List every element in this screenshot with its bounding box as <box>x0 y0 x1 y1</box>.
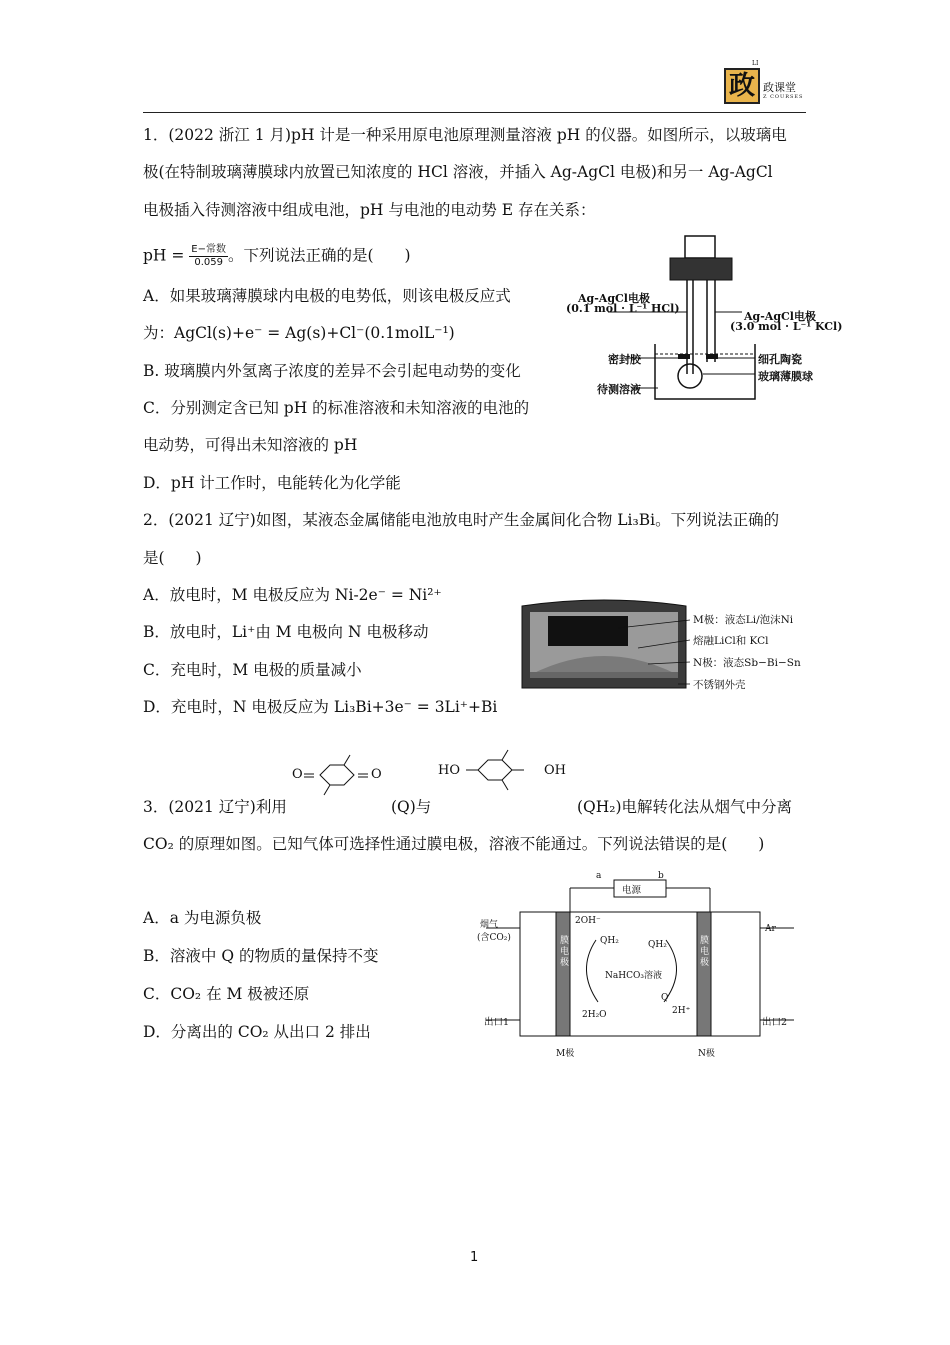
logo-name: 政课堂 <box>763 81 796 94</box>
hydroquinone-oh: OH <box>544 763 566 778</box>
h2o-label: 2H₂O <box>582 1010 607 1020</box>
q3-option-c: C．CO₂ 在 M 极被还原 <box>143 985 310 1003</box>
q1-line3: 电极插入待测溶液中组成电池，pH 与电池的电动势 E 存在关系： <box>143 201 596 219</box>
ph-right-electrode-label: Ag-AgCl电极 <box>744 310 816 323</box>
q1-formula <box>143 244 411 269</box>
formula-prefix: pH = <box>143 246 185 265</box>
q1-option-a2: 为：AgCl(s)+e⁻ = Ag(s)+Cl⁻(0.1molL⁻¹) <box>143 324 455 342</box>
ph-right-electrode-conc: (3.0 mol · L⁻¹ KCl) <box>730 320 843 333</box>
membrane-left-label: 膜电极 <box>560 936 570 968</box>
formula-denominator: 0.059 <box>194 257 223 268</box>
qh2-left-label: QH₂ <box>600 936 619 946</box>
q1-option-c2: 电动势，可得出未知溶液的 pH <box>143 436 358 454</box>
m-electrode-label: M极 <box>556 1049 575 1059</box>
ar-label: Ar <box>765 924 776 934</box>
ph-left-electrode-conc: (0.1 mol · L⁻¹ HCl) <box>566 302 680 315</box>
q3-option-b: B．溶液中 Q 的物质的量保持不变 <box>143 947 379 965</box>
formula-fraction <box>189 244 228 269</box>
membrane-right-label: 膜电极 <box>700 936 710 968</box>
ph-bulb-label: 玻璃薄膜球 <box>758 370 813 383</box>
power-label: 电源 <box>622 885 642 896</box>
ph-solution-label: 待测溶液 <box>597 383 641 396</box>
q1-option-a1: A．如果玻璃薄膜球内电极的电势低，则该电极反应式 <box>143 287 511 305</box>
q1-line2: 极(在特制玻璃薄膜球内放置已知浓度的 HCl 溶液，并插入 Ag-AgCl 电极)和另一 Ag-AgCl <box>143 163 773 181</box>
q1-option-c1: C．分别测定含已知 pH 的标准溶液和未知溶液的电池的 <box>143 399 530 417</box>
q3-line1c: (QH₂)电解转化法从烟气中分离 <box>577 798 793 816</box>
q3-line2: CO₂ 的原理如图。已知气体可选择性通过膜电极，溶液不能通过。下列说法错误的是( ) <box>143 835 765 853</box>
outlet1-label: 出口1 <box>484 1017 510 1028</box>
quinone-o-right: O <box>371 767 382 782</box>
oh-label: 2OH⁻ <box>575 916 601 926</box>
q1-line1: 1．(2022 浙江 1 月)pH 计是一种采用原电池原理测量溶液 pH 的仪器。如图所示，以玻璃电 <box>143 126 787 144</box>
ph-seal-label: 密封胶 <box>608 353 641 366</box>
page-number: 1 <box>470 1250 479 1265</box>
outlet2-label: 出口2 <box>762 1017 788 1028</box>
power-a-label: a <box>596 871 602 881</box>
q1-option-d: D．pH 计工作时，电能转化为化学能 <box>143 474 401 492</box>
q1-option-b: B. 玻璃膜内外氢离子浓度的差异不会引起电动势的变化 <box>143 362 521 380</box>
q2-option-d: D．充电时，N 电极反应为 Li₃Bi+3e⁻ = 3Li⁺+Bi <box>143 698 498 716</box>
q3-option-d: D．分离出的 CO₂ 从出口 2 排出 <box>143 1023 371 1041</box>
battery-n-label: N极：液态Sb−Bi−Sn <box>693 657 801 669</box>
battery-melt-label: 熔融LiCl和 KCl <box>693 635 769 647</box>
q2-option-b: B．放电时，Li⁺由 M 电极向 N 电极移动 <box>143 623 429 641</box>
qh2-right-label: QH₂ <box>648 940 667 950</box>
battery-shell-label: 不锈钢外壳 <box>693 679 746 691</box>
h-label: 2H⁺ <box>672 1006 691 1016</box>
q3-option-a: A．a 为电源负极 <box>143 909 262 927</box>
flue-co2-label: (含CO₂) <box>477 933 511 943</box>
ph-left-electrode-label: Ag-AgCl电极 <box>578 292 650 305</box>
nahco3-label: NaHCO₃溶液 <box>605 971 662 981</box>
q2-option-c: C．充电时，M 电极的质量减小 <box>143 661 362 679</box>
q2-option-a: A．放电时，M 电极反应为 Ni-2e⁻ = Ni²⁺ <box>143 586 442 604</box>
quinone-o-left: O <box>292 767 303 782</box>
formula-suffix: 。下列说法正确的是( ) <box>228 246 411 265</box>
q3-line1a: 3．(2021 辽宁)利用 <box>143 798 287 816</box>
power-b-label: b <box>658 871 664 881</box>
q3-line1b: (Q)与 <box>391 798 432 816</box>
logo-sup: LI <box>752 60 759 67</box>
battery-diagram <box>518 598 690 690</box>
ph-porous-label: 细孔陶瓷 <box>758 353 802 366</box>
q-label: Q <box>661 993 669 1003</box>
logo-sub: Z COURSES <box>763 94 804 100</box>
formula-numerator: E−常数 <box>191 244 226 255</box>
battery-m-label: M极：液态Li/泡沫Ni <box>693 614 794 626</box>
logo-icon: 政 <box>724 68 760 104</box>
flue-label: 烟气 <box>480 920 499 930</box>
q2-line2: 是( ) <box>143 549 202 567</box>
header-rule <box>143 112 806 113</box>
q2-line1: 2．(2021 辽宁)如图，某液态金属储能电池放电时产生金属间化合物 Li₃Bi。下列说法正确的 <box>143 511 780 529</box>
n-electrode-label: N极 <box>698 1049 715 1059</box>
hydroquinone-ho: HO <box>438 763 460 778</box>
